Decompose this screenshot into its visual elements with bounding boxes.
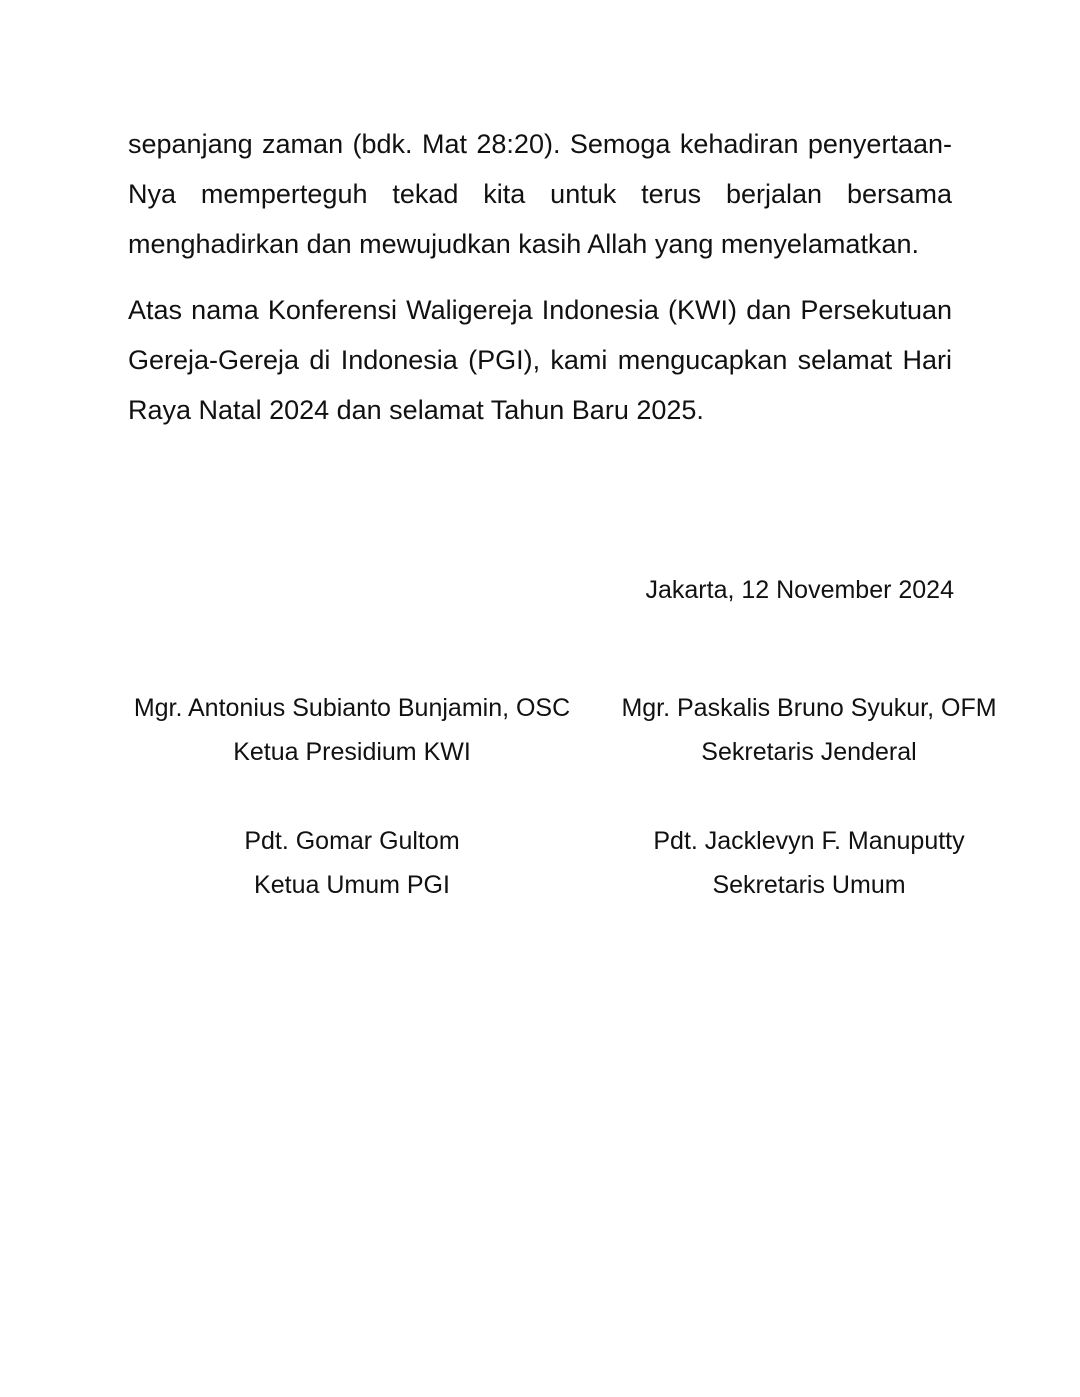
closing-paragraph-scripture: sepanjang zaman (bdk. Mat 28:20). Semoga kehadiran penyertaan-Nya memperteguh tekad kita untuk terus berjalan bersama menghadirkan dan mewujudkan kasih Allah yang menyelamatkan.: [128, 129, 952, 259]
signature-block-kwi-chair: [122, 686, 582, 774]
place-and-date: Jakarta, 12 November 2024: [645, 576, 954, 604]
signature-block-pgi-general-secretary: [600, 819, 1018, 907]
signatory-name: Mgr. Paskalis Bruno Syukur, OFM: [621, 694, 997, 722]
signature-block-kwi-secretary-general: [600, 686, 1018, 774]
signature-block-pgi-chair: [122, 819, 582, 907]
closing-paragraph-greeting: Atas nama Konferensi Waligereja Indonesia (KWI) dan Persekutuan Gereja-Gereja di Indonesia (PGI), kami mengucapkan selamat Hari Raya Natal 2024 dan selamat Tahun Baru 2025.: [128, 295, 952, 425]
signatory-name: Mgr. Antonius Subianto Bunjamin, OSC: [133, 694, 571, 722]
signatory-role: Sekretaris Umum: [712, 871, 906, 899]
signatory-name: Pdt. Gomar Gultom: [244, 827, 460, 855]
signatory-role: Ketua Presidium KWI: [233, 738, 471, 766]
signatory-name: Pdt. Jacklevyn F. Manuputty: [653, 827, 965, 855]
signatory-role: Ketua Umum PGI: [254, 871, 450, 899]
signatory-role: Sekretaris Jenderal: [701, 738, 917, 766]
